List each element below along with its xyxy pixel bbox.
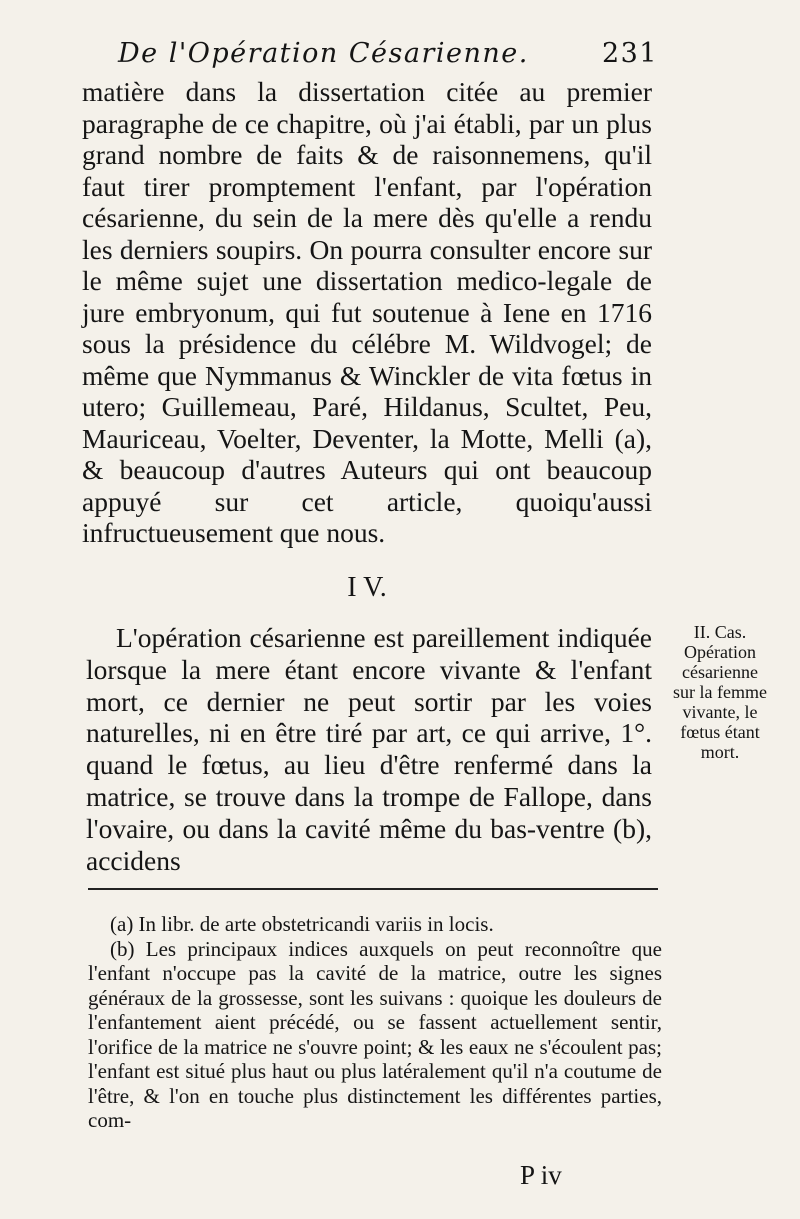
running-header	[118, 34, 658, 80]
margin-note-line: sur la femme	[673, 682, 767, 702]
margin-note-line: fœtus étant	[680, 722, 760, 742]
page-number: 231	[601, 38, 658, 69]
margin-note-line: mort.	[700, 742, 740, 762]
margin-note-line: vivante, le	[682, 702, 758, 722]
margin-note-line: II. Cas.	[693, 622, 747, 642]
main-text-block	[82, 76, 652, 549]
margin-note-line: Opération	[684, 642, 756, 662]
paragraph-continuation: matière dans la dissertation citée au premier paragraphe de ce chapitre, où j'ai établi, par un plus grand nombre de faits & de raisonnemens, qu'il faut tirer promptement l'enfant, par l'opération césarienne, du sein de la mere dès qu'elle a rendu les derniers soupirs. On pourra consulter encore sur le même sujet une dissertation medico-legale de jure embryonum, qui fut soutenue à Iene en 1716 sous la présidence du célébre M. Wildvogel; de même que Nymmanus & Winckler de vita fœtus in utero; Guillemeau, Paré, Hildanus, Scultet, Peu, Mauriceau, Voelter, Deventer, la Motte, Melli (a), & beaucoup d'autres Auteurs qui ont beaucoup appuyé sur cet article, quoiqu'aussi infructueusement que nous.	[82, 76, 652, 548]
header-title: De l'Opération Césarienne.	[118, 38, 529, 69]
footnote-a: (a) In libr. de arte obstetricandi variis in locis.	[110, 912, 494, 936]
paragraph-section-iv: L'opération césarienne est pareillement indiquée lorsque la mere étant encore vivante & l'enfant mort, ce dernier ne peut sortir par les voies naturelles, ni en être tiré par art, ce qui arrive, 1°. quand le fœtus, au lieu d'être renfermé dans la matrice, se trouve dans la trompe de Fallope, dans l'ovaire, ou dans la cavité même du bas-ventre (b), accidens	[86, 622, 652, 876]
signature-mark: P iv	[520, 1160, 562, 1190]
section-number: I V.	[347, 572, 387, 603]
margin-note-line: césarienne	[682, 662, 758, 682]
footnote-divider	[88, 888, 658, 890]
margin-note	[660, 622, 780, 762]
footnote-b: (b) Les principaux indices auxquels on peut reconnoître que l'enfant n'occupe pas la cavité de la matrice, outre les signes généraux de la grossesse, sont les suivans : quoique les douleurs de l'enfantement aient précédé, ou se fassent actuellement sentir, l'orifice de la matrice ne s'ouvre point; & les eaux ne s'écoulent pas; l'enfant est situé plus haut ou plus latéralement qu'il n'a coutume de l'être, & l'on en touche plus distinctement les différentes parties, com-	[88, 936, 662, 1132]
footnotes	[88, 912, 662, 1133]
